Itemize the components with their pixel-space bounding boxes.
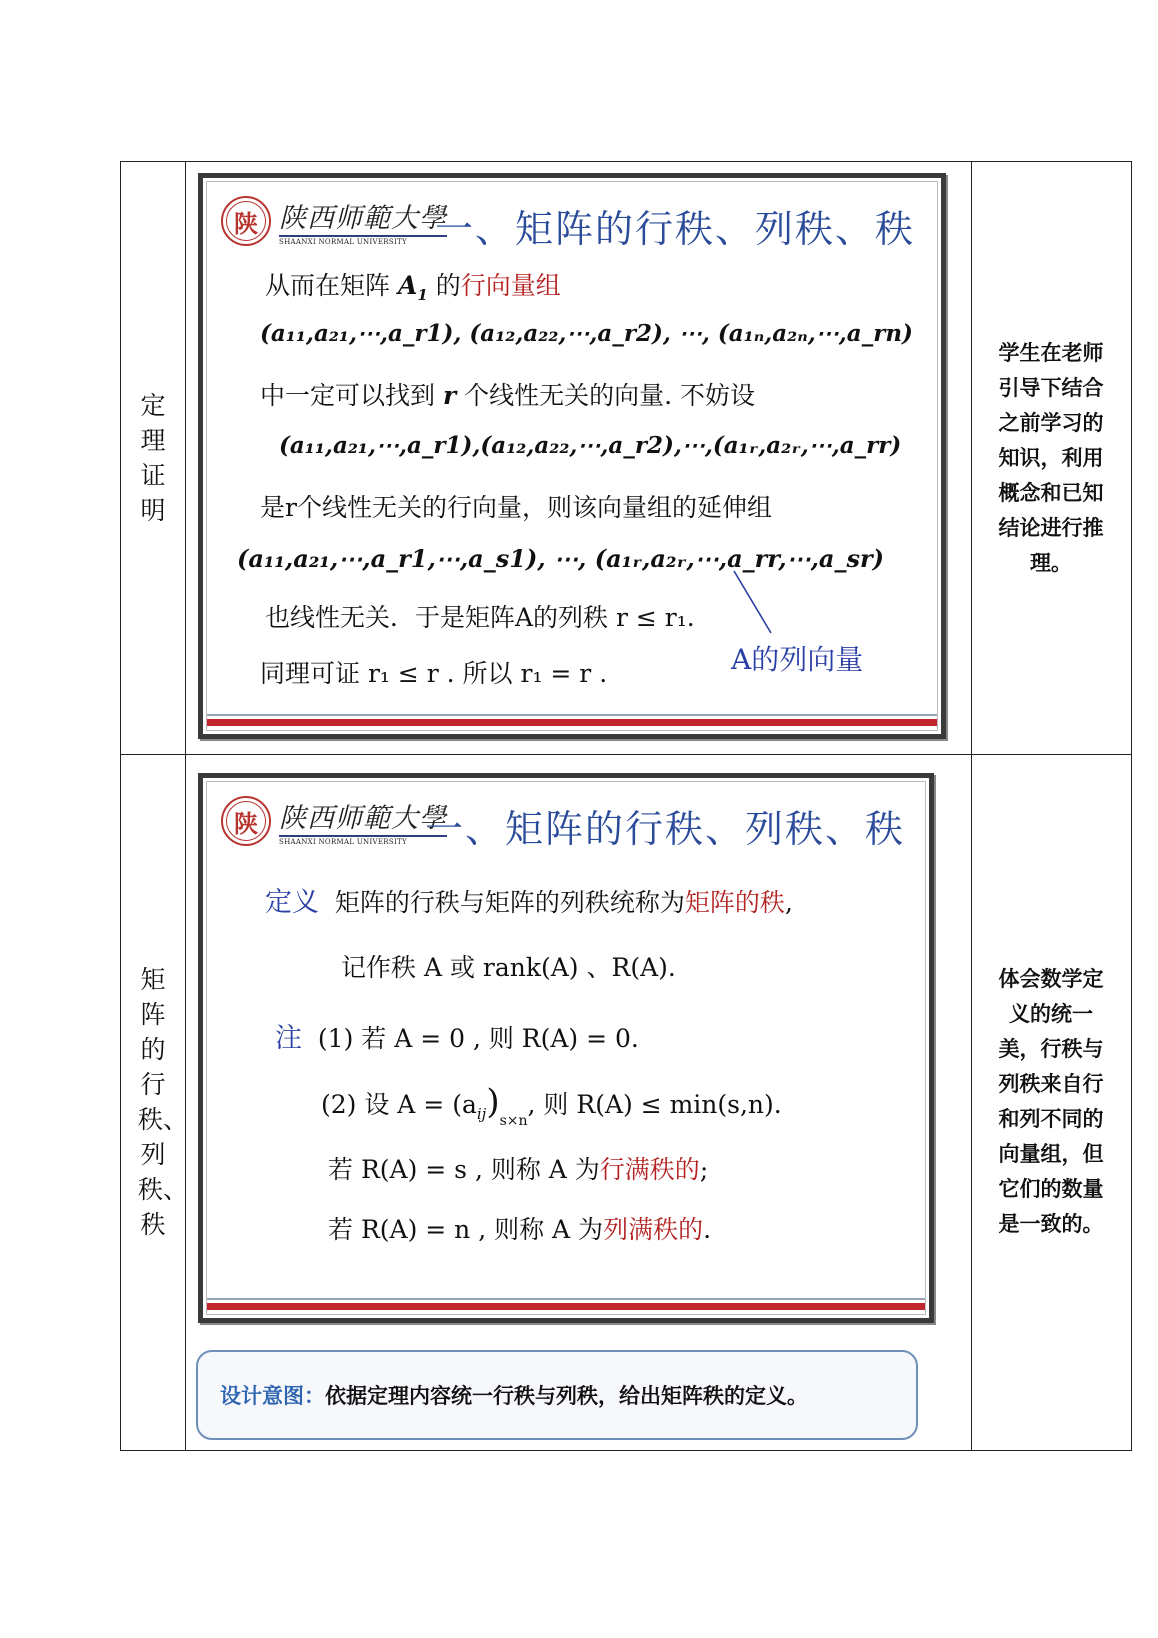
university-seal-icon: 陕	[221, 196, 271, 246]
note-line-1: 注 (1) 若 A = 0 , 则 R(A) = 0.	[275, 1023, 639, 1054]
university-name-en: SHAANXI NORMAL UNIVERSITY	[279, 235, 447, 246]
note-cell	[971, 754, 1131, 1450]
university-name-en: SHAANXI NORMAL UNIVERSITY	[279, 835, 447, 846]
proof-line-5: 是r个线性无关的行向量，则该向量组的延伸组	[260, 493, 772, 522]
student-note: 体会数学定义的统一美，行秩与列秩来自行和列不同的向量组，但它们的数量是一致的。	[998, 967, 1104, 1236]
note-line-4: 若 R(A) = n , 则称 A 为列满秩的.	[328, 1215, 712, 1244]
slide-title: 一、矩阵的行秩、列秩、秩	[425, 807, 906, 851]
design-intent-text: 依据定理内容统一行秩与列秩，给出矩阵秩的定义。	[325, 1384, 808, 1408]
definition-line: 定义 矩阵的行秩与矩阵的列秩统称为矩阵的秩,	[265, 887, 793, 918]
proof-line-1: 从而在矩阵 $A_1$ 的行向量组	[265, 271, 561, 304]
notation-line: 记作秩 A 或 rank(A) 、R(A).	[341, 953, 676, 982]
university-name-cn: 陕西师範大學	[279, 203, 447, 234]
row-label-cell	[121, 162, 185, 754]
slide-definition	[198, 773, 934, 1323]
student-note: 学生在老师引导下结合之前学习的知识，利用概念和已知结论进行推理。	[998, 340, 1104, 575]
proof-line-2: (a₁₁,a₂₁,⋯,a_r1), (a₁₂,a₂₂,⋯,a_r2), ⋯, (a₁ₙ,a₂ₙ,⋯,a_rn)	[260, 320, 913, 347]
note-line-3: 若 R(A) = s , 则称 A 为行满秩的;	[328, 1155, 709, 1184]
row-label-rank: 矩阵的行秩、列秩、秩	[138, 965, 189, 1239]
slide-header	[221, 796, 447, 846]
slide-proof	[198, 173, 946, 739]
annotation-pointer-icon	[731, 568, 776, 638]
column-divider	[185, 162, 186, 1450]
note-cell	[971, 162, 1131, 754]
proof-line-6: (a₁₁,a₂₁,⋯,a_r1,⋯,a_s1), ⋯, (a₁ᵣ,a₂ᵣ,⋯,a_rr,⋯,a_sr)	[237, 544, 884, 573]
university-seal-icon: 陕	[221, 796, 271, 846]
university-name-cn: 陕西师範大學	[279, 803, 447, 834]
row-label-cell	[121, 754, 189, 1450]
design-intent-label: 设计意图：	[220, 1384, 325, 1408]
design-intent-box	[196, 1350, 918, 1440]
slide-footer-bar	[207, 1303, 925, 1310]
definition-label: 定义	[265, 887, 319, 918]
column-vector-annotation: A的列向量	[731, 643, 864, 676]
proof-line-3: 中一定可以找到 r 个线性无关的向量. 不妨设	[260, 381, 755, 410]
slide-title: 一、矩阵的行秩、列秩、秩	[435, 207, 916, 251]
slide-footer-bar	[207, 719, 937, 726]
note-line-2: (2) 设 $A = (a_{ij})_{s\times n}$, 则 R(A) ≤ min(s,n).	[321, 1082, 782, 1129]
row-label-theorem-proof: 定理证明	[140, 391, 166, 525]
proof-line-4: (a₁₁,a₂₁,⋯,a_r1),(a₁₂,a₂₂,⋯,a_r2),⋯,(a₁ᵣ,a₂ᵣ,⋯,a_rr)	[279, 432, 902, 459]
proof-line-8: 同理可证 r₁ ≤ r . 所以 r₁ = r .	[260, 659, 608, 688]
proof-line-7: 也线性无关．于是矩阵A的列秩 r ≤ r₁.	[265, 603, 695, 632]
note-label: 注	[275, 1023, 302, 1054]
slide-header	[221, 196, 447, 246]
